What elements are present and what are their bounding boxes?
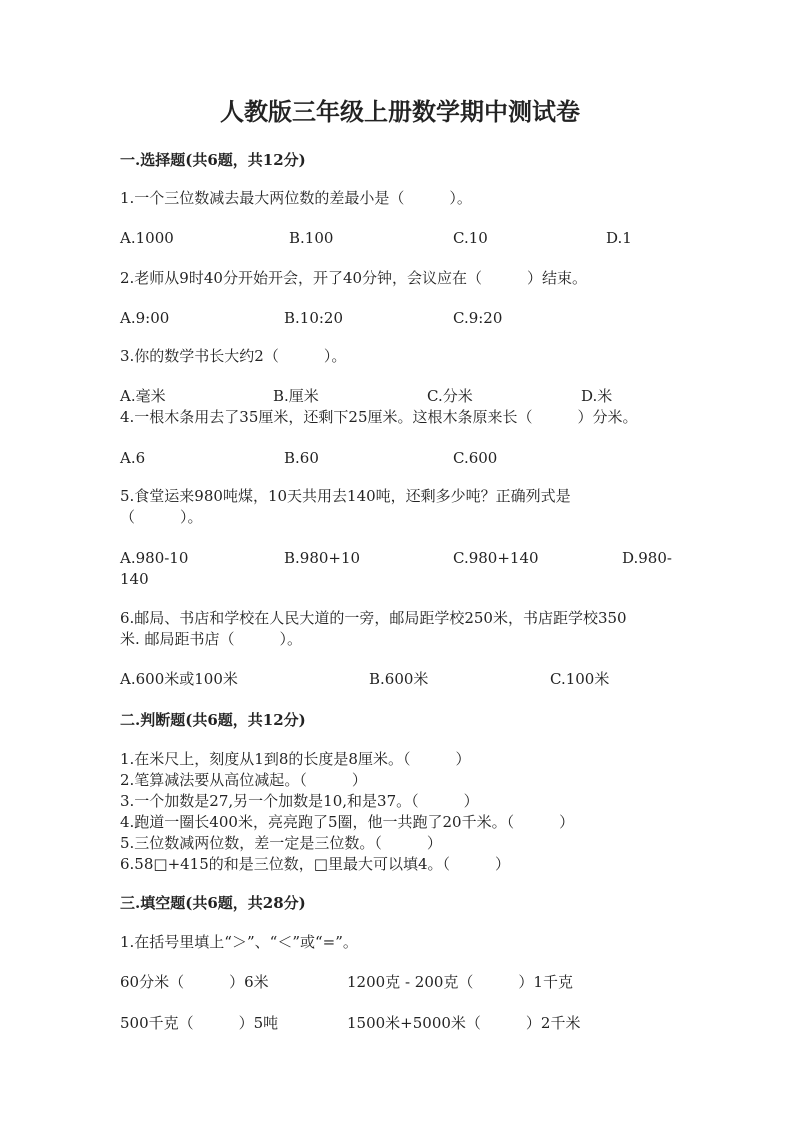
question-5-option-d-continued: 140 — [120, 570, 149, 588]
question-2-option-c: C.9:20 — [453, 309, 503, 327]
question-5-option-b: B.980+10 — [284, 549, 361, 567]
question-1-option-c: C.10 — [453, 229, 488, 247]
fill-row-1-left: 60分米（ ）6米 — [120, 973, 269, 991]
fill-row-1-right: 1200克 - 200克（ ）1千克 — [347, 973, 573, 991]
judgment-item-4: 4.跑道一圈长400米，亮亮跑了5圈，他一共跑了20千米。（ ） — [120, 813, 575, 831]
question-5-stem-line2: （ ）。 — [120, 508, 203, 526]
question-2-stem: 2.老师从9时40分开始开会，开了40分钟，会议应在（ ）结束。 — [120, 269, 588, 287]
question-2-option-a: A.9:00 — [120, 309, 170, 327]
fill-row-2-right: 1500米+5000米（ ）2千米 — [347, 1014, 581, 1032]
section-heading-judgment: 二.判断题(共6题，共12分) — [120, 711, 306, 729]
judgment-item-2: 2.笔算减法要从高位减起。（ ） — [120, 771, 367, 789]
question-6-stem-line1: 6.邮局、书店和学校在人民大道的一旁，邮局距学校250米，书店距学校350 — [120, 609, 627, 627]
question-3-stem: 3.你的数学书长大约2（ ）。 — [120, 347, 347, 365]
question-3-option-a: A.毫米 — [120, 387, 166, 405]
question-6-stem-line2: 米. 邮局距书店（ ）。 — [120, 630, 303, 648]
question-3-option-d: D.米 — [581, 387, 613, 405]
fill-question-1-stem: 1.在括号里填上“＞”、“＜”或“=”。 — [120, 933, 358, 951]
judgment-item-5: 5.三位数减两位数，差一定是三位数。（ ） — [120, 834, 442, 852]
judgment-item-3: 3.一个加数是27,另一个加数是10,和是37。（ ） — [120, 792, 479, 810]
question-4-option-b: B.60 — [284, 449, 319, 467]
question-3-option-b: B.厘米 — [273, 387, 319, 405]
judgment-item-1: 1.在米尺上，刻度从1到8的长度是8厘米。（ ） — [120, 750, 471, 768]
question-4-stem: 4.一根木条用去了35厘米，还剩下25厘米。这根木条原来长（ ）分米。 — [120, 408, 638, 426]
section-heading-choice: 一.选择题(共6题，共12分) — [120, 151, 306, 169]
page-title: 人教版三年级上册数学期中测试卷 — [220, 97, 580, 126]
judgment-item-6: 6.58□+415的和是三位数，□里最大可以填4。（ ） — [120, 855, 510, 873]
question-5-stem-line1: 5.食堂运来980吨煤，10天共用去140吨，还剩多少吨？正确列式是 — [120, 487, 571, 505]
question-1-stem: 1.一个三位数减去最大两位数的差最小是（ ）。 — [120, 189, 472, 207]
section-heading-fill: 三.填空题(共6题，共28分) — [120, 894, 306, 912]
question-3-option-c: C.分米 — [427, 387, 473, 405]
question-5-option-c: C.980+140 — [453, 549, 539, 567]
question-6-option-b: B.600米 — [369, 670, 429, 688]
question-4-option-c: C.600 — [453, 449, 498, 467]
question-6-option-a: A.600米或100米 — [120, 670, 238, 688]
question-1-option-b: B.100 — [289, 229, 334, 247]
question-4-option-a: A.6 — [120, 449, 146, 467]
question-1-option-a: A.1000 — [120, 229, 174, 247]
question-1-option-d: D.1 — [606, 229, 632, 247]
question-6-option-c: C.100米 — [550, 670, 610, 688]
question-5-option-a: A.980-10 — [120, 549, 189, 567]
question-2-option-b: B.10:20 — [284, 309, 344, 327]
fill-row-2-left: 500千克（ ）5吨 — [120, 1014, 279, 1032]
question-5-option-d: D.980- — [622, 549, 672, 567]
